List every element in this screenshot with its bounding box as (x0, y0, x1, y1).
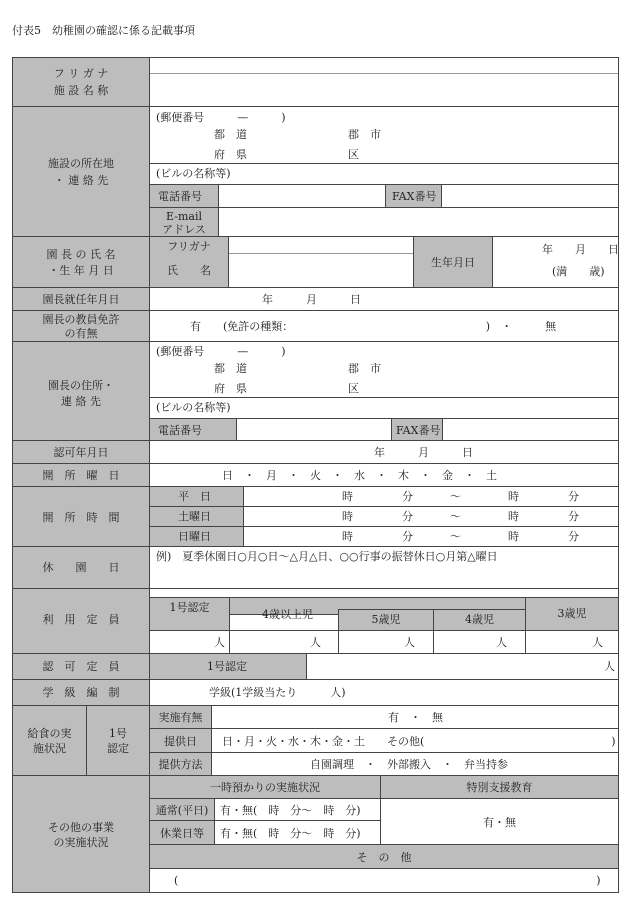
approved-capacity-unit: 人 (604, 660, 615, 673)
sunday-hour-end: 時 (508, 530, 519, 543)
approved-cert1-label: 1号認定 (207, 660, 247, 673)
weekday-care-value: 有・無( 時 分～ 時 分) (220, 804, 361, 817)
director-birth-value: 年 月 日 (542, 243, 619, 256)
license-label-1: 園長の教員免許 (42, 313, 120, 326)
director-address-label-2: 連 絡 先 (61, 395, 101, 408)
facility-email-label-2: アドレス (162, 223, 206, 236)
meals-label-cell (12, 705, 87, 776)
facility-address-label-cell (12, 106, 150, 237)
director-ku: 区 (348, 382, 359, 395)
meals-implement-label: 実施有無 (158, 711, 203, 724)
facility-gun: 郡 市 (348, 128, 381, 141)
meals-implement-value: 有 ・ 無 (388, 711, 443, 724)
approved-capacity-label: 認 可 定 員 (42, 660, 120, 673)
appointment-value: 年 月 日 (262, 293, 361, 306)
director-to: 都 道 (214, 362, 247, 375)
open-hours-label: 開 所 時 間 (42, 511, 120, 524)
holidays-value: 例) 夏季休園日○月○日～△月△日、○○行事の振替休日○月第△曜日 (156, 550, 498, 563)
meals-label-1: 給食の実 (27, 727, 72, 740)
director-fax-field[interactable] (442, 418, 619, 441)
license-value: 有 (免許の種類： ) ・ 無 (190, 320, 557, 333)
open-days-value: 日 ・ 月 ・ 火 ・ 水 ・ 木 ・ 金 ・ 土 (222, 469, 497, 482)
facility-name-label: 施 設 名 称 (53, 84, 109, 97)
capacity-age5-label: 5歳児 (371, 613, 401, 626)
director-gun: 郡 市 (348, 362, 381, 375)
weekday-hour-end: 時 (508, 490, 519, 503)
meals-method-label: 提供方法 (158, 758, 203, 771)
capacity-age4-label: 4歳児 (465, 613, 494, 626)
classes-value: 学級(1学級当たり 人) (209, 686, 346, 699)
sunday-hour-start: 時 (342, 530, 353, 543)
others-value: ( ) (174, 874, 601, 887)
meals-cert-cell (86, 705, 150, 776)
other-services-label-cell (12, 775, 150, 893)
weekday-min-start: 分 (402, 490, 413, 503)
capacity-age5-unit: 人 (404, 636, 415, 649)
other-services-label-1: その他の事業 (48, 821, 114, 834)
director-address-label-1: 園長の住所・ (48, 379, 114, 392)
form-title: 付表5 幼稚園の確認に係る記載事項 (12, 24, 195, 37)
sunday-tilde: ～ (450, 530, 461, 543)
weekday-hours-field[interactable] (243, 486, 619, 507)
weekday-label: 平 日 (178, 490, 211, 503)
facility-ku: 区 (348, 148, 359, 161)
meals-cert-2: 認定 (107, 742, 129, 755)
weekday-care-label: 通常(平日) (155, 804, 209, 817)
classes-label: 学 級 編 制 (42, 686, 120, 699)
saturday-min-end: 分 (568, 510, 579, 523)
facility-to: 都 道 (214, 128, 247, 141)
facility-fu: 府 県 (214, 148, 247, 161)
facility-name-divider (150, 73, 618, 74)
saturday-hour-start: 時 (342, 510, 353, 523)
meals-label-2: 施状況 (33, 742, 66, 755)
approved-capacity-field[interactable] (306, 653, 619, 680)
license-label-2: の有無 (64, 327, 98, 340)
facility-phone-label: 電話番号 (158, 190, 202, 203)
capacity-over4-label: 4歳以上児 (262, 608, 313, 621)
facility-name-label-cell (12, 57, 150, 107)
capacity-cert1-label: 1号認定 (169, 601, 210, 614)
temp-care-label: 一時預かりの実施状況 (210, 781, 320, 794)
weekday-tilde: ～ (450, 490, 461, 503)
director-phone-label: 電話番号 (158, 424, 202, 437)
appointment-field[interactable] (149, 287, 619, 311)
facility-building[interactable]: (ビルの名称等) (156, 167, 231, 180)
capacity-age4-unit: 人 (496, 636, 507, 649)
saturday-tilde: ～ (450, 510, 461, 523)
director-phone-field[interactable] (236, 418, 392, 441)
facility-email-label-1: E-mail (166, 210, 202, 223)
director-label-1: 園 長 の 氏 名 (46, 248, 116, 261)
facility-name-value-cell[interactable] (149, 57, 619, 107)
facility-postal[interactable]: (郵便番号 — ) (156, 111, 286, 124)
meals-cert-1: 1号 (109, 727, 127, 740)
director-fax-label: FAX番号 (396, 424, 441, 437)
saturday-hour-end: 時 (508, 510, 519, 523)
capacity-age3-label: 3歳児 (557, 607, 587, 620)
director-label-cell (12, 236, 150, 288)
saturday-min-start: 分 (402, 510, 413, 523)
capacity-age4-field[interactable] (433, 630, 526, 654)
director-label-2: ・生 年 月 日 (48, 264, 114, 277)
facility-address-label-2: ・ 連 絡 先 (53, 174, 109, 187)
meals-days-value: 日・月・火・水・木・金・土 その他( ) (222, 735, 616, 748)
director-furigana-label: フリガナ (167, 240, 211, 253)
capacity-over4-unit: 人 (310, 636, 321, 649)
facility-fax-label: FAX番号 (392, 190, 437, 203)
saturday-hours-field[interactable] (243, 506, 619, 527)
facility-phone-field[interactable] (218, 184, 386, 208)
facility-building-divider (150, 163, 618, 164)
sunday-min-start: 分 (402, 530, 413, 543)
capacity-age3-field[interactable] (525, 630, 619, 654)
weekday-min-end: 分 (568, 490, 579, 503)
sunday-min-end: 分 (568, 530, 579, 543)
meals-days-label: 提供日 (164, 735, 197, 748)
special-ed-value: 有・無 (483, 816, 516, 829)
approval-value: 年 月 日 (374, 446, 473, 459)
sunday-label: 日曜日 (178, 530, 211, 543)
meals-method-value: 自園調理 ・ 外部搬入 ・ 弁当持参 (310, 758, 508, 771)
holiday-care-label: 休業日等 (160, 827, 204, 840)
capacity-cert1-unit: 人 (214, 636, 225, 649)
director-building-divider (150, 397, 618, 398)
director-birth-label: 生年月日 (431, 256, 475, 269)
director-fu: 府 県 (214, 382, 247, 395)
director-name-divider (229, 253, 413, 254)
director-postal[interactable]: (郵便番号 — ) (156, 345, 286, 358)
others-label: そ の 他 (356, 851, 412, 864)
appointment-label: 園長就任年月日 (42, 293, 120, 306)
director-age-value: (満 歳) (552, 265, 605, 278)
facility-furigana-label: フ リ ガ ナ (53, 67, 109, 80)
holidays-label: 休 園 日 (42, 561, 120, 574)
special-ed-label: 特別支援教育 (466, 781, 533, 794)
facility-email-field[interactable] (218, 207, 619, 237)
open-days-label: 開 所 曜 日 (42, 469, 120, 482)
director-name-label: 氏 名 (167, 264, 211, 277)
capacity-age5-field[interactable] (338, 630, 434, 654)
facility-address-label-1: 施設の所在地 (48, 157, 114, 170)
director-name-field[interactable] (228, 236, 414, 288)
weekday-hour-start: 時 (342, 490, 353, 503)
approval-label: 認可年月日 (53, 446, 109, 459)
other-services-label-2: の実施状況 (53, 836, 109, 849)
sunday-hours-field[interactable] (243, 526, 619, 547)
capacity-age3-unit: 人 (592, 636, 603, 649)
facility-fax-field[interactable] (441, 184, 619, 208)
capacity-over4-field[interactable] (229, 630, 339, 654)
director-building[interactable]: (ビルの名称等) (156, 401, 231, 414)
capacity-label: 利 用 定 員 (42, 613, 120, 626)
holiday-care-value: 有・無( 時 分～ 時 分) (220, 827, 361, 840)
saturday-label: 土曜日 (178, 510, 211, 523)
